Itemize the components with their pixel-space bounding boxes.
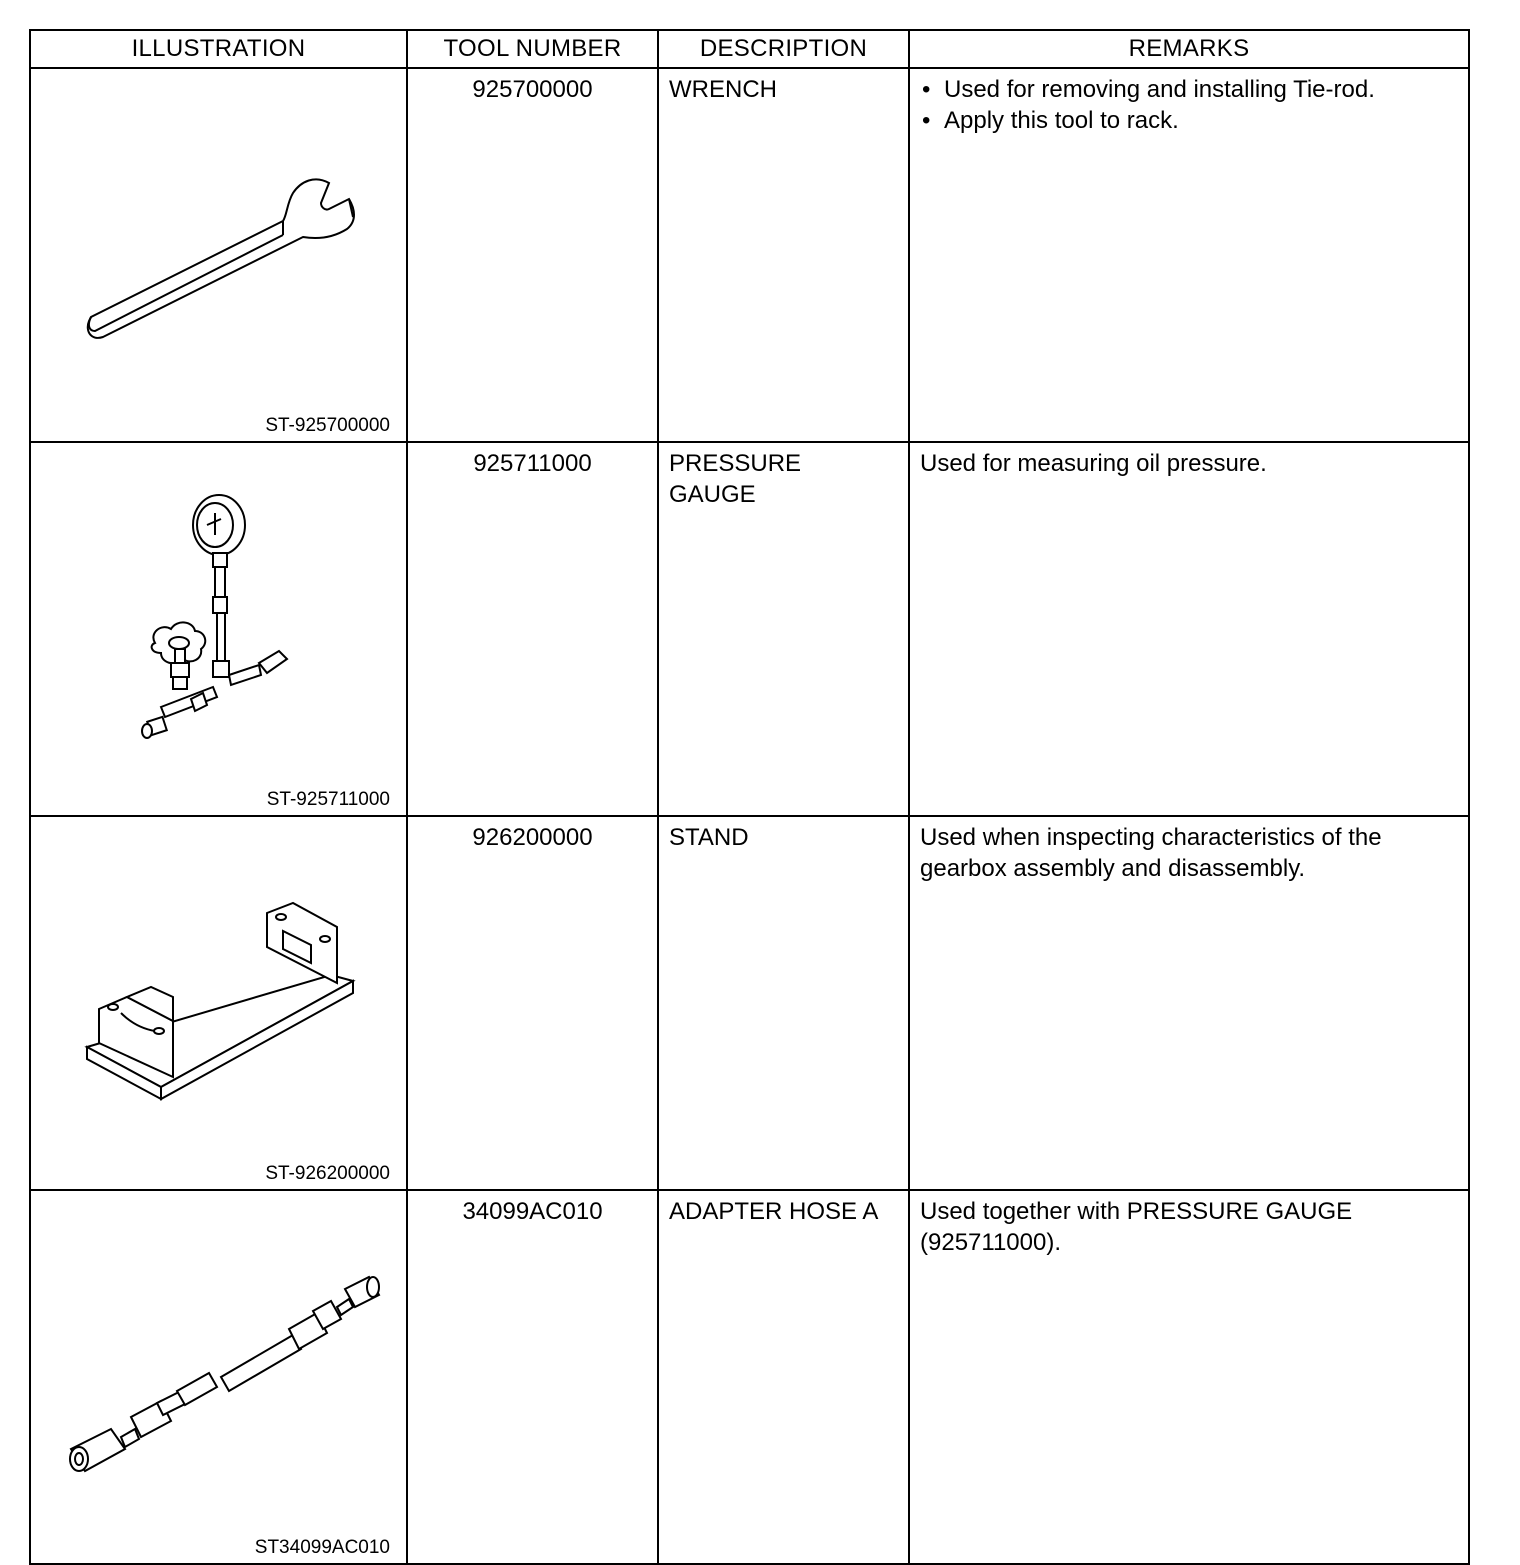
remark-bullet: • Used for removing and installing Tie-rod. xyxy=(920,74,1458,105)
tool-number-cell: 926200000 xyxy=(407,816,658,1190)
tool-number-cell: 34099AC010 xyxy=(407,1190,658,1564)
illustration-cell xyxy=(30,1190,407,1564)
header-remarks: REMARKS xyxy=(909,30,1469,68)
illustration-label: ST-926200000 xyxy=(265,1163,390,1184)
remarks-cell xyxy=(909,1190,1469,1564)
remark-line: gearbox assembly and disassembly. xyxy=(920,855,1306,882)
tool-number-cell: 925711000 xyxy=(407,442,658,816)
table-row xyxy=(30,442,1469,816)
table-row xyxy=(30,68,1469,442)
illustration-label: ST-925711000 xyxy=(266,789,390,810)
adapter-hose-icon xyxy=(31,1191,408,1558)
pressure-gauge-icon xyxy=(31,443,408,810)
description-line: GAUGE xyxy=(669,481,756,508)
illustration-label: ST-925700000 xyxy=(265,415,390,436)
header-tool-number: TOOL NUMBER xyxy=(407,30,658,68)
description-line: PRESSURE xyxy=(669,450,802,477)
remark-line: Used together with PRESSURE GAUGE xyxy=(920,1198,1353,1225)
remark-line: (925711000). xyxy=(920,1229,1061,1256)
description-cell xyxy=(658,816,909,1190)
special-tools-table xyxy=(29,29,1470,1565)
table-row xyxy=(30,1190,1469,1564)
tool-number-cell: 925700000 xyxy=(407,68,658,442)
illustration-cell xyxy=(30,68,407,442)
header-description: DESCRIPTION xyxy=(658,30,909,68)
description-cell xyxy=(658,1190,909,1564)
description-cell xyxy=(658,68,909,442)
illustration-label: ST34099AC010 xyxy=(254,1537,390,1558)
illustration-cell xyxy=(30,816,407,1190)
remark-line: Used for measuring oil pressure. xyxy=(920,450,1267,477)
header-row xyxy=(30,30,1469,68)
remark-bullet: • Apply this tool to rack. xyxy=(920,105,1458,136)
description-line: STAND xyxy=(669,824,749,851)
remarks-cell xyxy=(909,442,1469,816)
remarks-list xyxy=(920,74,1458,136)
wrench-icon xyxy=(31,69,408,436)
stand-icon xyxy=(31,817,408,1184)
illustration-cell xyxy=(30,442,407,816)
description-cell xyxy=(658,442,909,816)
remarks-cell xyxy=(909,816,1469,1190)
table-row xyxy=(30,816,1469,1190)
remark-line: Used when inspecting characteristics of the xyxy=(920,824,1382,851)
description-line: ADAPTER HOSE A xyxy=(669,1198,879,1225)
header-illustration: ILLUSTRATION xyxy=(30,30,407,68)
remarks-cell xyxy=(909,68,1469,442)
description-line: WRENCH xyxy=(669,76,777,103)
